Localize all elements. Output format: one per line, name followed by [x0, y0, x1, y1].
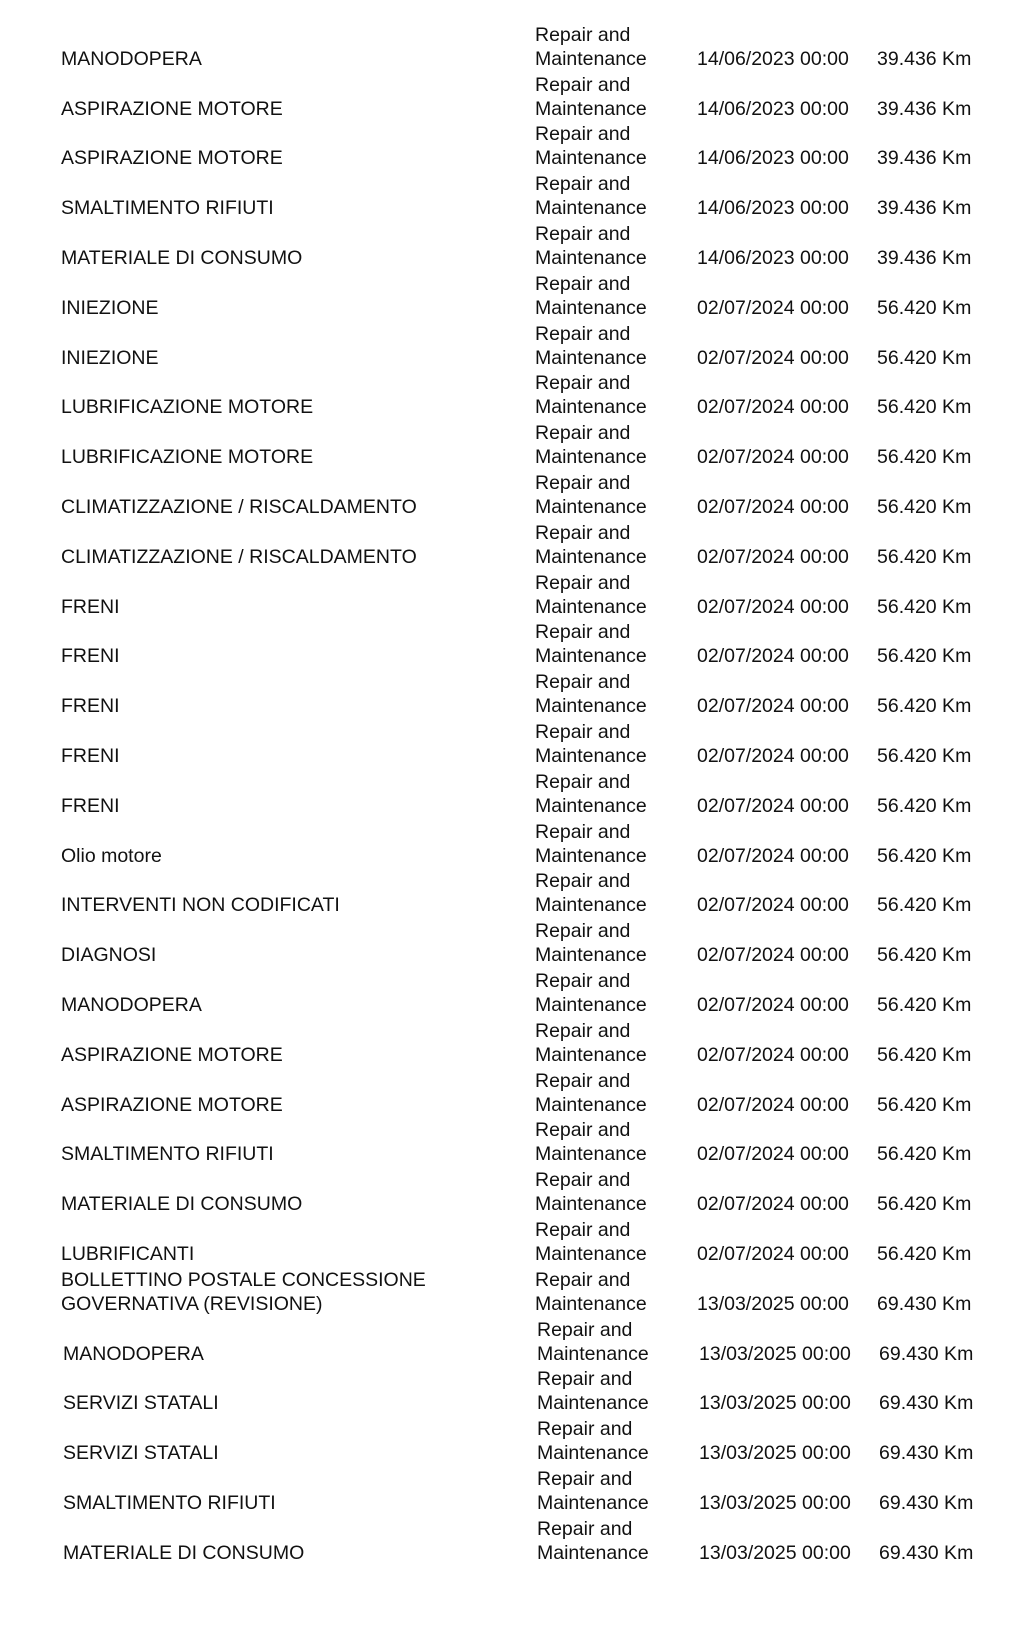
record-row [0, 172, 1027, 222]
record-date: 02/07/2024 00:00 [697, 495, 849, 518]
record-type-line: Maintenance [535, 545, 647, 568]
record-type-line: Repair and [537, 1517, 633, 1540]
record-mileage: 39.436 Km [877, 246, 972, 269]
record-row [0, 1069, 1027, 1119]
record-description-line: GOVERNATIVA (REVISIONE) [61, 1292, 323, 1315]
record-type [535, 969, 685, 1017]
record-row [0, 1168, 1027, 1218]
record-description [61, 893, 531, 917]
record-row [0, 73, 1027, 123]
record-type [537, 1467, 687, 1515]
record-date: 02/07/2024 00:00 [697, 1093, 849, 1116]
record-date: 02/07/2024 00:00 [697, 296, 849, 319]
record-description [61, 545, 531, 569]
record-description [61, 1242, 531, 1266]
record-description-line: ASPIRAZIONE MOTORE [61, 1043, 283, 1066]
record-mileage: 56.420 Km [877, 1242, 972, 1265]
record-type-line: Maintenance [535, 645, 647, 668]
record-type [537, 1318, 687, 1366]
record-mileage: 56.420 Km [877, 944, 972, 967]
record-description-line: MATERIALE DI CONSUMO [61, 246, 303, 269]
record-mileage: 56.420 Km [877, 396, 972, 419]
record-description [61, 246, 531, 270]
record-description-line: SMALTIMENTO RIFIUTI [63, 1491, 276, 1514]
record-type [535, 1218, 685, 1266]
record-type-line: Repair and [535, 671, 631, 694]
record-type-line: Repair and [535, 422, 631, 445]
record-description [63, 1441, 533, 1465]
record-description-line: LUBRIFICAZIONE MOTORE [61, 396, 314, 419]
record-description [63, 1391, 533, 1415]
record-type-line: Maintenance [537, 1491, 649, 1514]
record-type-line: Maintenance [535, 97, 647, 120]
record-type [535, 720, 685, 768]
record-mileage: 56.420 Km [877, 1093, 972, 1116]
record-description [61, 146, 531, 170]
record-row [0, 870, 1027, 920]
record-description-line: SMALTIMENTO RIFIUTI [61, 1143, 274, 1166]
record-type-line: Repair and [535, 471, 631, 494]
record-mileage: 39.436 Km [877, 47, 972, 70]
record-type-line: Repair and [537, 1368, 633, 1391]
record-type-line: Repair and [535, 272, 631, 295]
record-mileage: 69.430 Km [879, 1491, 974, 1514]
record-type-line: Maintenance [535, 1093, 647, 1116]
record-description [61, 445, 531, 469]
record-date: 13/03/2025 00:00 [699, 1442, 851, 1465]
record-date: 02/07/2024 00:00 [697, 894, 849, 917]
record-type [537, 1367, 687, 1415]
record-type [535, 322, 685, 370]
record-date: 13/03/2025 00:00 [697, 1292, 849, 1315]
record-type-line: Maintenance [535, 993, 647, 1016]
record-description-line: ASPIRAZIONE MOTORE [61, 1093, 283, 1116]
record-type-line: Maintenance [535, 1143, 647, 1166]
record-date: 02/07/2024 00:00 [697, 944, 849, 967]
record-description-line: MATERIALE DI CONSUMO [61, 1193, 303, 1216]
record-type-line: Repair and [535, 222, 631, 245]
record-mileage: 56.420 Km [877, 495, 972, 518]
record-type [535, 919, 685, 967]
record-date: 13/03/2025 00:00 [699, 1541, 851, 1564]
record-type-line: Maintenance [537, 1392, 649, 1415]
record-date: 02/07/2024 00:00 [697, 794, 849, 817]
record-row [0, 521, 1027, 571]
record-mileage: 56.420 Km [877, 645, 972, 668]
record-type [535, 521, 685, 569]
record-type [535, 371, 685, 419]
record-description [61, 1093, 531, 1117]
record-mileage: 56.420 Km [877, 346, 972, 369]
record-type-line: Maintenance [535, 1043, 647, 1066]
record-mileage: 39.436 Km [877, 97, 972, 120]
record-description-line: FRENI [61, 595, 120, 618]
record-date: 13/03/2025 00:00 [699, 1491, 851, 1514]
record-description-line: LUBRIFICANTI [61, 1242, 195, 1265]
record-row [0, 571, 1027, 621]
record-type [535, 1118, 685, 1166]
record-type [535, 820, 685, 868]
record-type [535, 421, 685, 469]
record-type-line: Maintenance [535, 695, 647, 718]
record-row [2, 1417, 1027, 1467]
record-mileage: 56.420 Km [877, 695, 972, 718]
record-type [535, 122, 685, 170]
record-type-line: Repair and [535, 1268, 631, 1291]
record-description [61, 595, 531, 619]
record-mileage: 56.420 Km [877, 446, 972, 469]
record-mileage: 69.430 Km [879, 1392, 974, 1415]
record-description [61, 694, 531, 718]
record-description-line: ASPIRAZIONE MOTORE [61, 147, 283, 170]
record-row [2, 1318, 1027, 1368]
record-description-line: CLIMATIZZAZIONE / RISCALDAMENTO [61, 545, 417, 568]
record-row [0, 1119, 1027, 1169]
record-type-line: Repair and [535, 123, 631, 146]
record-mileage: 56.420 Km [877, 1043, 972, 1066]
record-date: 02/07/2024 00:00 [697, 1043, 849, 1066]
record-description-line: INIEZIONE [61, 346, 159, 369]
record-type [535, 222, 685, 270]
record-row [0, 820, 1027, 870]
record-mileage: 56.420 Km [877, 794, 972, 817]
record-description-line: FRENI [61, 695, 120, 718]
record-date: 14/06/2023 00:00 [697, 197, 849, 220]
record-description-line: FRENI [61, 794, 120, 817]
record-mileage: 56.420 Km [877, 993, 972, 1016]
record-description [63, 1491, 533, 1515]
record-type [535, 172, 685, 220]
record-type-line: Repair and [535, 969, 631, 992]
record-mileage: 56.420 Km [877, 844, 972, 867]
record-type [535, 471, 685, 519]
record-type [535, 1019, 685, 1067]
record-type [535, 272, 685, 320]
record-type [535, 1069, 685, 1117]
record-description [61, 644, 531, 668]
record-type-line: Maintenance [535, 595, 647, 618]
record-description-line: MANODOPERA [61, 993, 202, 1016]
record-type-line: Repair and [535, 1019, 631, 1042]
record-type-line: Repair and [537, 1467, 633, 1490]
record-date: 02/07/2024 00:00 [697, 744, 849, 767]
record-date: 13/03/2025 00:00 [699, 1392, 851, 1415]
record-mileage: 56.420 Km [877, 1143, 972, 1166]
record-description [61, 296, 531, 320]
record-date: 02/07/2024 00:00 [697, 1193, 849, 1216]
record-type [535, 869, 685, 917]
record-description [61, 97, 531, 121]
record-type [535, 670, 685, 718]
record-row [0, 1019, 1027, 1069]
record-date: 02/07/2024 00:00 [697, 446, 849, 469]
record-mileage: 69.430 Km [877, 1292, 972, 1315]
record-type-line: Maintenance [535, 446, 647, 469]
record-type-line: Maintenance [537, 1342, 649, 1365]
record-type-line: Repair and [535, 1218, 631, 1241]
record-row [0, 123, 1027, 173]
record-date: 02/07/2024 00:00 [697, 844, 849, 867]
record-type [537, 1417, 687, 1465]
record-row [0, 421, 1027, 471]
record-mileage: 39.436 Km [877, 147, 972, 170]
record-row [0, 770, 1027, 820]
record-type-line: Maintenance [535, 346, 647, 369]
record-description-line: CLIMATIZZAZIONE / RISCALDAMENTO [61, 495, 417, 518]
record-mileage: 56.420 Km [877, 1193, 972, 1216]
record-type-line: Maintenance [535, 396, 647, 419]
record-type-line: Maintenance [535, 1242, 647, 1265]
record-mileage: 56.420 Km [877, 296, 972, 319]
record-mileage: 69.430 Km [879, 1541, 974, 1564]
record-description-line: SMALTIMENTO RIFIUTI [61, 197, 274, 220]
record-type-line: Repair and [535, 920, 631, 943]
record-type-line: Maintenance [535, 47, 647, 70]
record-row [0, 1218, 1027, 1268]
record-row [0, 919, 1027, 969]
record-row [0, 272, 1027, 322]
record-row [2, 1517, 1027, 1567]
record-type-line: Repair and [535, 173, 631, 196]
record-row [0, 372, 1027, 422]
record-type [535, 1268, 685, 1316]
record-mileage: 56.420 Km [877, 545, 972, 568]
record-date: 02/07/2024 00:00 [697, 545, 849, 568]
maintenance-records-list [0, 23, 1027, 1567]
record-type-line: Repair and [535, 23, 631, 46]
record-type-line: Repair and [535, 1069, 631, 1092]
record-description-line: LUBRIFICAZIONE MOTORE [61, 446, 314, 469]
record-type-line: Maintenance [537, 1442, 649, 1465]
record-date: 02/07/2024 00:00 [697, 1143, 849, 1166]
record-description [61, 993, 531, 1017]
record-row [0, 1268, 1027, 1318]
record-type-line: Maintenance [535, 944, 647, 967]
record-description [61, 1268, 531, 1316]
record-description [61, 744, 531, 768]
record-description [61, 47, 531, 71]
record-mileage: 56.420 Km [877, 595, 972, 618]
record-description-line: BOLLETTINO POSTALE CONCESSIONE [61, 1268, 426, 1291]
record-type-line: Maintenance [535, 794, 647, 817]
record-description-line: Olio motore [61, 844, 162, 867]
record-description [61, 495, 531, 519]
record-description [63, 1541, 533, 1565]
record-type-line: Repair and [535, 571, 631, 594]
record-row [0, 720, 1027, 770]
record-type-line: Maintenance [535, 894, 647, 917]
record-type [535, 620, 685, 668]
record-description-line: SERVIZI STATALI [63, 1442, 219, 1465]
record-type-line: Repair and [535, 820, 631, 843]
record-description-line: SERVIZI STATALI [63, 1392, 219, 1415]
record-date: 02/07/2024 00:00 [697, 993, 849, 1016]
record-description [61, 943, 531, 967]
record-type [535, 23, 685, 71]
record-row [0, 322, 1027, 372]
record-type [535, 1168, 685, 1216]
record-description-line: MATERIALE DI CONSUMO [63, 1541, 305, 1564]
record-description-line: ASPIRAZIONE MOTORE [61, 97, 283, 120]
record-description-line: INIEZIONE [61, 296, 159, 319]
record-mileage: 69.430 Km [879, 1442, 974, 1465]
record-row [0, 222, 1027, 272]
record-description [61, 1192, 531, 1216]
record-mileage: 69.430 Km [879, 1342, 974, 1365]
record-date: 14/06/2023 00:00 [697, 47, 849, 70]
record-date: 02/07/2024 00:00 [697, 645, 849, 668]
record-description-line: DIAGNOSI [61, 944, 157, 967]
record-type-line: Repair and [535, 720, 631, 743]
record-date: 13/03/2025 00:00 [699, 1342, 851, 1365]
record-date: 14/06/2023 00:00 [697, 147, 849, 170]
record-description [61, 346, 531, 370]
record-type-line: Repair and [535, 372, 631, 395]
record-type-line: Maintenance [537, 1541, 649, 1564]
record-row [0, 969, 1027, 1019]
record-date: 02/07/2024 00:00 [697, 396, 849, 419]
record-type-line: Maintenance [535, 495, 647, 518]
record-type-line: Maintenance [535, 1292, 647, 1315]
record-type-line: Repair and [535, 1119, 631, 1142]
record-type-line: Repair and [535, 521, 631, 544]
record-row [0, 471, 1027, 521]
record-type-line: Maintenance [535, 1193, 647, 1216]
record-description [61, 196, 531, 220]
record-row [0, 670, 1027, 720]
record-description-line: FRENI [61, 744, 120, 767]
record-description-line: INTERVENTI NON CODIFICATI [61, 894, 340, 917]
record-row [0, 621, 1027, 671]
record-description [61, 844, 531, 868]
record-type-line: Repair and [535, 621, 631, 644]
record-description [63, 1342, 533, 1366]
record-type-line: Maintenance [535, 147, 647, 170]
record-type-line: Maintenance [535, 744, 647, 767]
record-description-line: MANODOPERA [61, 47, 202, 70]
record-type [535, 73, 685, 121]
record-type-line: Maintenance [535, 197, 647, 220]
record-type-line: Maintenance [535, 844, 647, 867]
record-type [535, 770, 685, 818]
record-date: 14/06/2023 00:00 [697, 97, 849, 120]
record-row [2, 1467, 1027, 1517]
record-description [61, 1142, 531, 1166]
record-description-line: FRENI [61, 645, 120, 668]
record-type [535, 571, 685, 619]
record-row [0, 23, 1027, 73]
record-type-line: Repair and [535, 770, 631, 793]
record-description-line: MANODOPERA [63, 1342, 204, 1365]
record-type-line: Repair and [535, 322, 631, 345]
record-type-line: Repair and [535, 870, 631, 893]
record-mileage: 56.420 Km [877, 894, 972, 917]
record-type-line: Repair and [537, 1418, 633, 1441]
record-type-line: Repair and [535, 73, 631, 96]
record-mileage: 56.420 Km [877, 744, 972, 767]
record-description [61, 1043, 531, 1067]
record-description [61, 794, 531, 818]
record-type-line: Maintenance [535, 246, 647, 269]
record-mileage: 39.436 Km [877, 197, 972, 220]
record-date: 14/06/2023 00:00 [697, 246, 849, 269]
record-row [2, 1368, 1027, 1418]
record-type-line: Maintenance [535, 296, 647, 319]
record-date: 02/07/2024 00:00 [697, 346, 849, 369]
record-description [61, 395, 531, 419]
record-date: 02/07/2024 00:00 [697, 1242, 849, 1265]
record-type-line: Repair and [537, 1318, 633, 1341]
record-type-line: Repair and [535, 1169, 631, 1192]
record-date: 02/07/2024 00:00 [697, 595, 849, 618]
record-type [537, 1517, 687, 1565]
record-date: 02/07/2024 00:00 [697, 695, 849, 718]
